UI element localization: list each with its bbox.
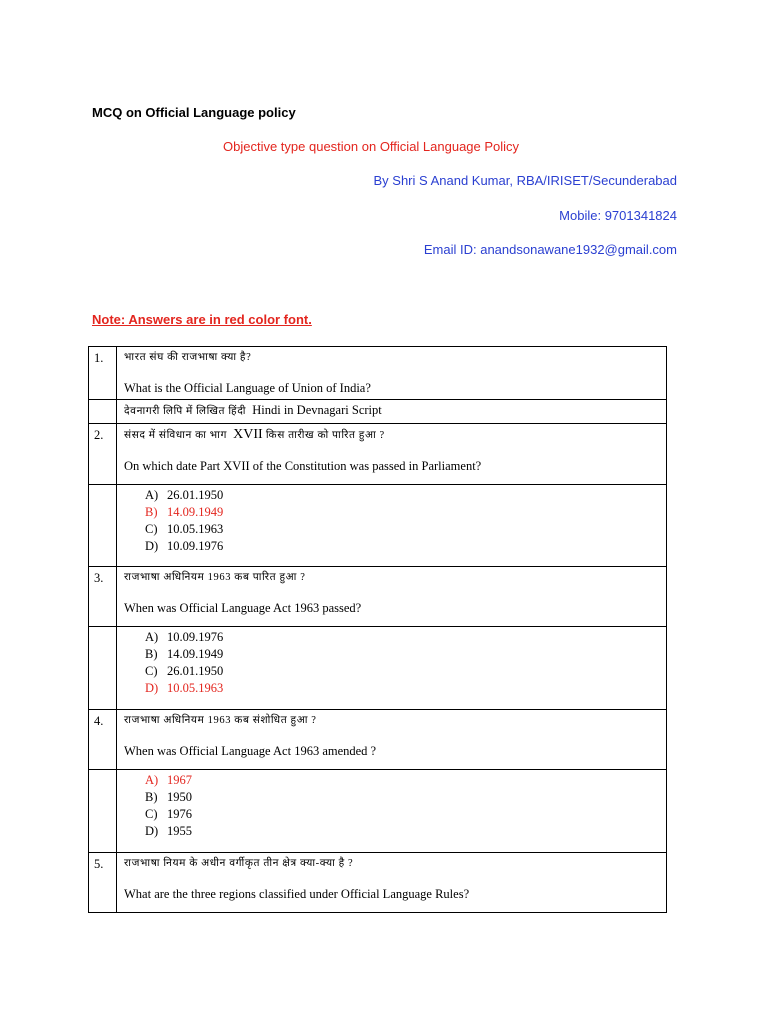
question-number: 4. <box>89 710 117 770</box>
question-english: On which date Part XVII of the Constitution was passed in Parliament? <box>124 459 482 473</box>
question-number: 3. <box>89 567 117 627</box>
answer-english: Hindi in Devnagari Script <box>252 403 382 417</box>
question-row <box>89 853 667 913</box>
options-list <box>117 770 666 840</box>
question-hindi: भारत संघ की राजभाषा क्या है? <box>124 352 252 363</box>
question-english: What are the three regions classified under Official Language Rules? <box>124 887 470 901</box>
option-item: D) 1955 <box>145 824 192 838</box>
option-item-correct: B) 14.09.1949 <box>145 505 224 519</box>
question-hindi: किस तारीख को पारित हुआ ? <box>265 430 385 441</box>
option-item: B) 14.09.1949 <box>145 647 224 661</box>
question-hindi: राजभाषा अधिनियम 1963 कब पारित हुआ ? <box>124 572 306 583</box>
option-item: B) 1950 <box>145 790 192 804</box>
option-item-correct: A) 1967 <box>145 773 192 787</box>
option-item: C) 26.01.1950 <box>145 664 224 678</box>
mobile-line: Mobile: 9701341824 <box>559 208 677 223</box>
options-row <box>89 770 667 853</box>
answer-hindi: देवनागरी लिपि में लिखित हिंदी <box>124 406 247 417</box>
options-row <box>89 627 667 710</box>
options-list <box>117 485 666 555</box>
option-item: D) 10.09.1976 <box>145 539 224 553</box>
option-item-correct: D) 10.05.1963 <box>145 681 224 695</box>
question-number: 1. <box>89 347 117 400</box>
question-hindi-roman: XVII <box>233 427 263 442</box>
question-hindi: राजभाषा नियम के अधीन वर्गीकृत तीन क्षेत्र क्या-क्या है ? <box>124 858 354 869</box>
question-row <box>89 424 667 485</box>
document-subtitle: Objective type question on Official Language Policy <box>223 139 520 154</box>
author-line: By Shri S Anand Kumar, RBA/IRISET/Secunderabad <box>373 173 677 188</box>
question-row <box>89 710 667 770</box>
question-english: When was Official Language Act 1963 passed? <box>124 601 362 615</box>
answer-row <box>89 400 667 424</box>
question-english: What is the Official Language of Union of India? <box>124 381 371 395</box>
email-line: Email ID: anandsonawane1932@gmail.com <box>423 242 677 257</box>
option-item: A) 26.01.1950 <box>145 488 224 502</box>
option-item: C) 10.05.1963 <box>145 522 224 536</box>
question-english: When was Official Language Act 1963 amended ? <box>124 744 377 758</box>
answer-note: Note: Answers are in red color font. <box>92 312 312 327</box>
question-hindi: संसद में संविधान का भाग <box>124 430 228 441</box>
options-list <box>117 627 666 697</box>
mcq-table <box>88 346 667 913</box>
options-row <box>89 485 667 567</box>
document-title: MCQ on Official Language policy <box>92 105 296 120</box>
question-hindi: राजभाषा अधिनियम 1963 कब संशोधित हुआ ? <box>124 715 317 726</box>
option-item: C) 1976 <box>145 807 192 821</box>
question-row <box>89 347 667 400</box>
question-number: 2. <box>89 424 117 485</box>
question-row <box>89 567 667 627</box>
question-number: 5. <box>89 853 117 913</box>
option-item: A) 10.09.1976 <box>145 630 224 644</box>
